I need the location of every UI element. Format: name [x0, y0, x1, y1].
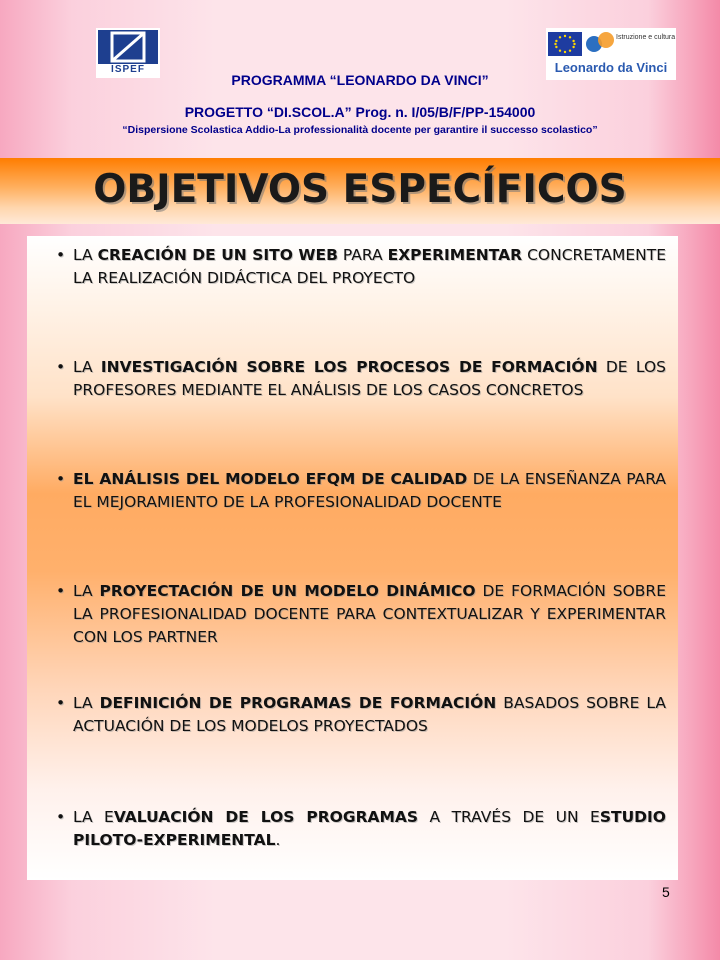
- bullet-text-bold: STUDIO PILOTO-EXPERIMENTAL: [73, 808, 666, 849]
- list-item: [56, 806, 666, 852]
- bullet-text: LA: [73, 246, 98, 264]
- slide-title: OBJETIVOS ESPECÍFICOS: [93, 167, 627, 212]
- programme-title: PROGRAMMA “LEONARDO DA VINCI”: [231, 72, 489, 88]
- page-number: 5: [662, 884, 670, 900]
- project-subtitle: “Dispersione Scolastica Addio-La professionalità docente per garantire il successo scolastico”: [122, 124, 598, 136]
- bullet-icon: •: [56, 694, 66, 712]
- bullet-icon: •: [56, 246, 66, 264]
- bullet-text: PARA: [337, 246, 388, 264]
- bullet-text-bold: PROYECTACIÓN DE UN MODELO DINÁMICO: [99, 582, 476, 600]
- list-item: [56, 468, 666, 514]
- bullet-text: BASADOS SOBRE LA ACTUACIÓN DE LOS MODELOS PROYECTADOS: [73, 694, 666, 735]
- ispef-emblem-icon: [98, 30, 158, 64]
- bullet-icon: •: [56, 358, 66, 376]
- leonardo-logo-caption: Istruzione e cultura: [616, 34, 676, 41]
- list-item: [56, 356, 666, 402]
- bullet-icon: •: [56, 808, 66, 826]
- bullet-text: DE FORMACIÓN SOBRE LA PROFESIONALIDAD DOCENTE PARA CONTEXTUALIZAR Y EXPERIMENTAR CON LOS PARTNER: [73, 582, 666, 646]
- eu-flag-icon: [548, 32, 582, 56]
- bullet-text-bold: INVESTIGACIÓN SOBRE LOS PROCESOS DE FORMACIÓN: [100, 358, 598, 376]
- bullet-text-bold: EXPERIMENTAR: [387, 246, 523, 264]
- ispef-logo-text: ISPEF: [98, 64, 158, 76]
- bullet-icon: •: [56, 582, 66, 600]
- bullet-text: LA: [73, 358, 101, 376]
- bullet-icon: •: [56, 470, 66, 488]
- list-item: [56, 580, 666, 649]
- leonardo-circle-icon: [598, 32, 614, 48]
- bullet-text-bold: CREACIÓN DE UN SITO WEB: [97, 246, 338, 264]
- bullet-text: DE LA ENSEÑANZA PARA EL MEJORAMIENTO DE LA PROFESIONALIDAD DOCENTE: [73, 470, 666, 511]
- bullet-text: LA E: [73, 808, 114, 826]
- bullet-text: LA: [73, 582, 100, 600]
- bullet-text: DE LOS PROFESORES MEDIANTE EL ANÁLISIS DE LOS CASOS CONCRETOS: [73, 358, 666, 399]
- project-title: PROGETTO “DI.SCOL.A” Prog. n. I/05/B/F/PP-154000: [184, 104, 536, 120]
- ispef-logo: [96, 28, 160, 78]
- list-item: [56, 244, 666, 290]
- list-item: [56, 692, 666, 738]
- bullet-text: .: [275, 831, 281, 849]
- bullet-text-bold: EL ANÁLISIS DEL MODELO EFQM DE CALIDAD: [73, 470, 468, 488]
- bullet-text-bold: VALUACIÓN DE LOS PROGRAMAS: [113, 808, 419, 826]
- leonardo-logo-name: Leonardo da Vinci: [554, 60, 668, 75]
- bullet-text: LA: [73, 694, 100, 712]
- bullet-text: A TRAVÉS DE UN E: [418, 808, 600, 826]
- content-panel: [27, 236, 678, 880]
- bullet-text-bold: DEFINICIÓN DE PROGRAMAS DE FORMACIÓN: [99, 694, 497, 712]
- bullet-text: CONCRETAMENTE LA REALIZACIÓN DIDÁCTICA DEL PROYECTO: [73, 246, 666, 287]
